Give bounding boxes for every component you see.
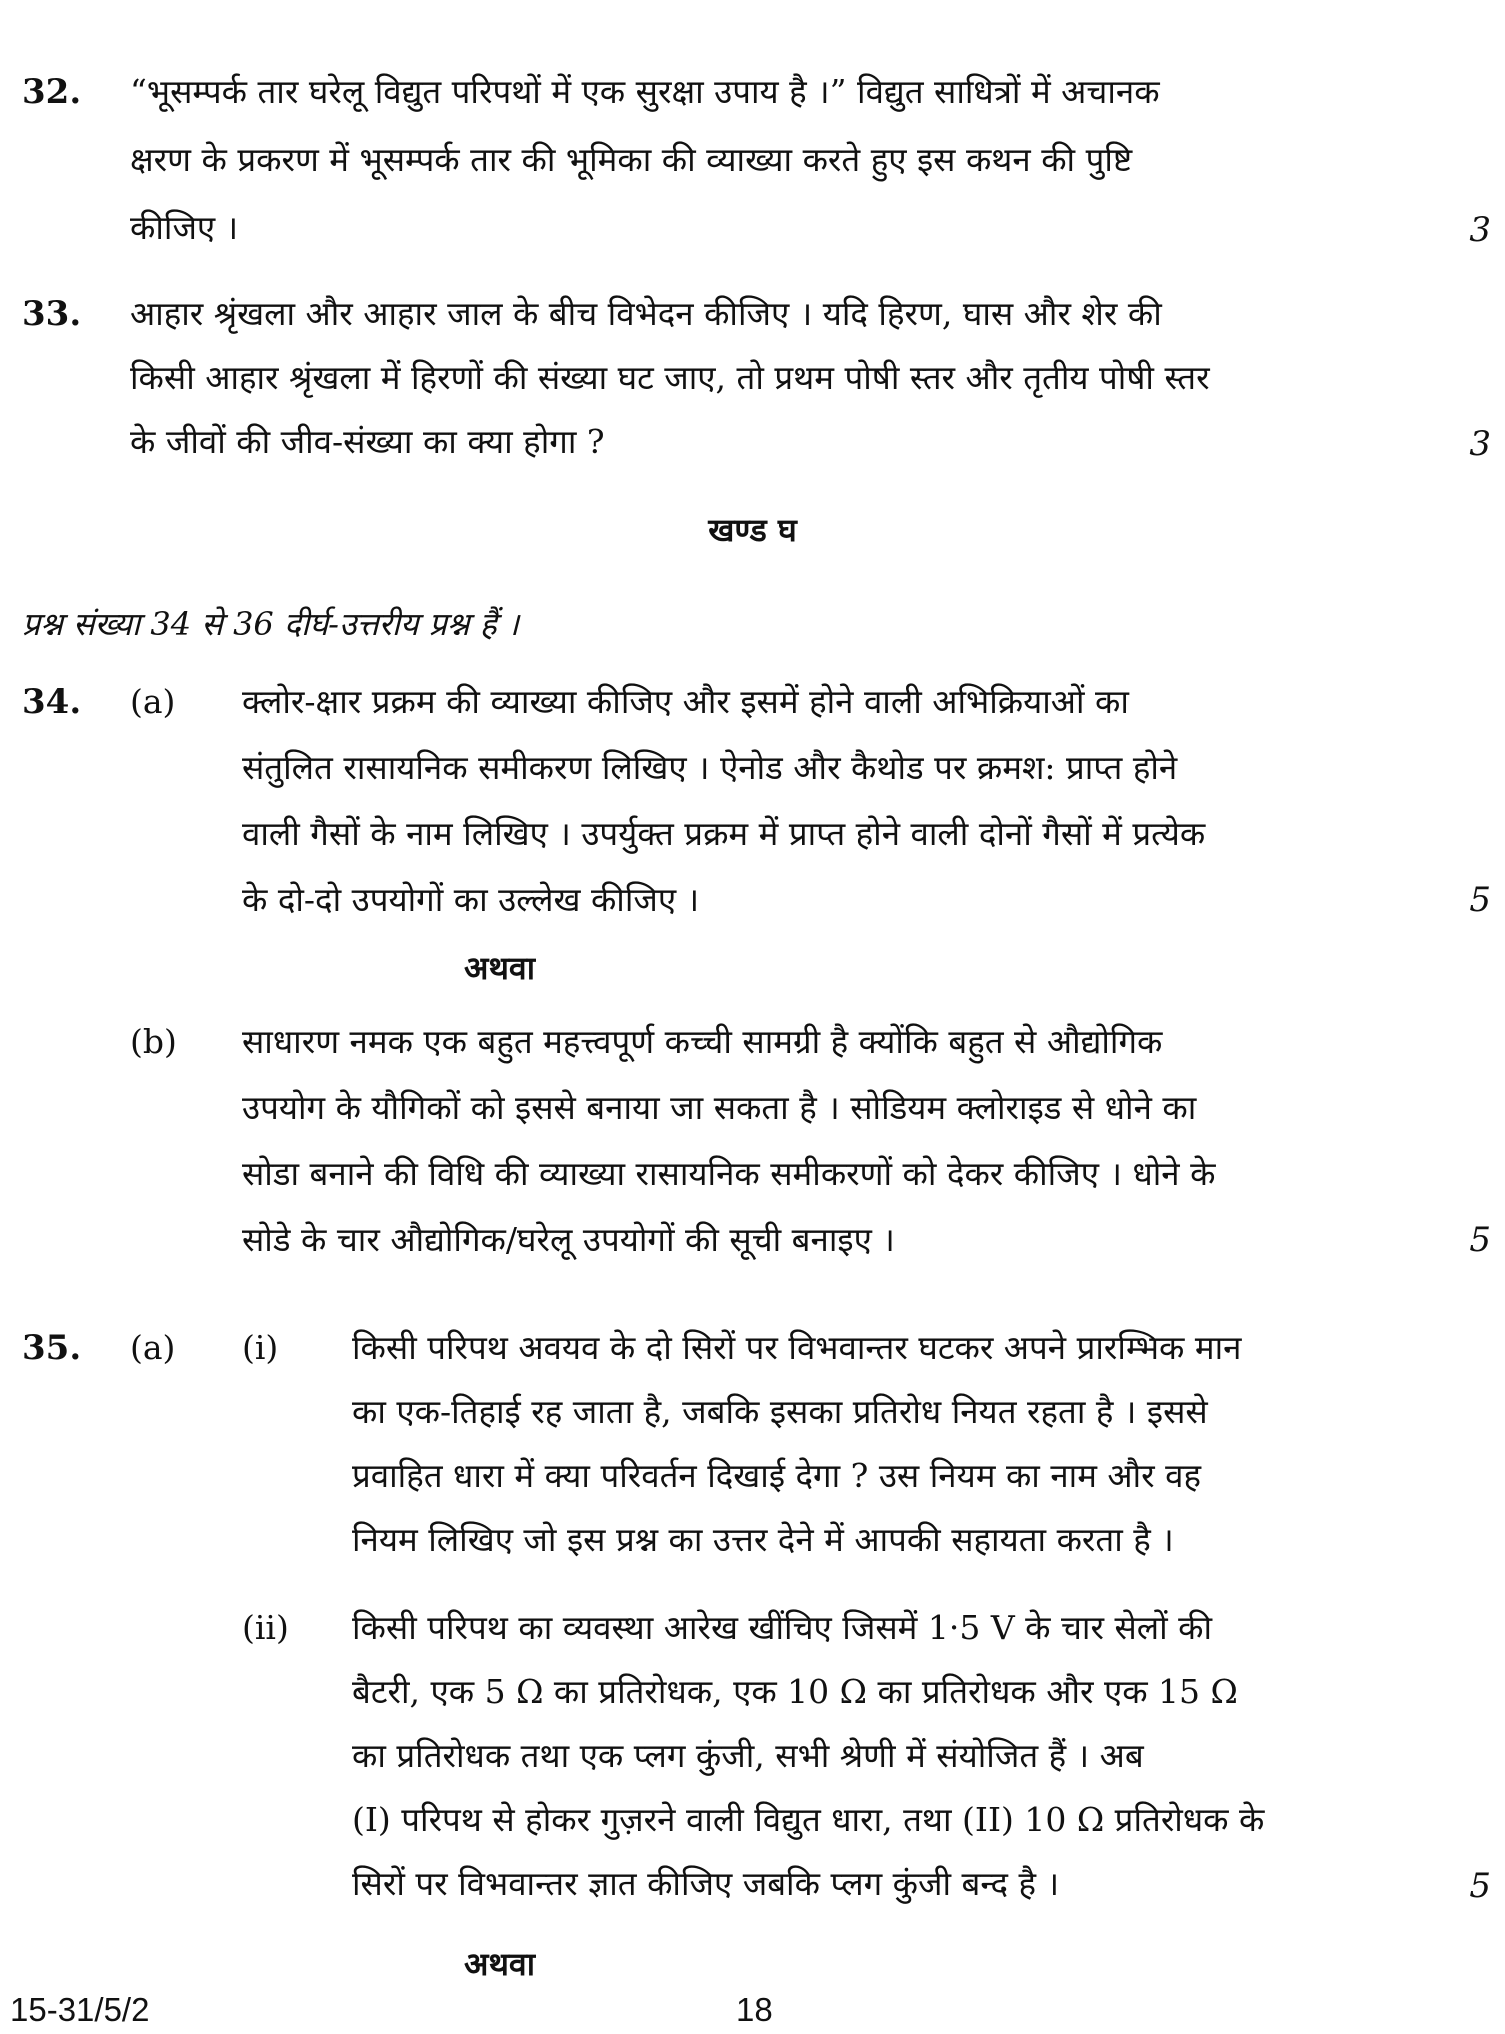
part-label: (b) bbox=[130, 1022, 177, 1061]
question-text-line: प्रवाहित धारा में क्या परिवर्तन दिखाई देगा ? उस नियम का नाम और वह bbox=[352, 1456, 1202, 1495]
question-text-line: “भूसम्पर्क तार घरेलू विद्युत परिपथों में एक सुरक्षा उपाय है ।” विद्युत साधित्रों में अचानक bbox=[130, 72, 1160, 111]
question-text-line: वाली गैसों के नाम लिखिए । उपर्युक्त प्रक्रम में प्राप्त होने वाली दोनों गैसों में प्रत्येक bbox=[242, 814, 1206, 853]
question-text-line: बैटरी, एक 5 Ω का प्रतिरोधक, एक 10 Ω का प्रतिरोधक और एक 15 Ω bbox=[352, 1672, 1238, 1711]
question-text-line: संतुलित रासायनिक समीकरण लिखिए । ऐनोड और कैथोड पर क्रमश: प्राप्त होने bbox=[242, 748, 1178, 787]
paper-code: 15-31/5/2 bbox=[10, 1991, 150, 2028]
question-text-line: किसी आहार श्रृंखला में हिरणों की संख्या घट जाए, तो प्रथम पोषी स्तर और तृतीय पोषी स्तर bbox=[130, 358, 1210, 397]
or-label: अथवा bbox=[464, 1945, 535, 1983]
question-text-line: क्लोर-क्षार प्रक्रम की व्याख्या कीजिए और इसमें होने वाली अभिक्रियाओं का bbox=[242, 682, 1129, 721]
question-text-line: क्षरण के प्रकरण में भूसम्पर्क तार की भूमिका की व्याख्या करते हुए इस कथन की पुष्टि bbox=[130, 140, 1133, 179]
section-heading: खण्ड घ bbox=[708, 511, 797, 549]
question-text-line: के दो-दो उपयोगों का उल्लेख कीजिए । bbox=[242, 880, 700, 919]
marks: 3 bbox=[1469, 424, 1491, 464]
question-text-line: सिरों पर विभवान्तर ज्ञात कीजिए जबकि प्लग कुंजी बन्द है । bbox=[352, 1864, 1060, 1903]
question-text-line: साधारण नमक एक बहुत महत्त्वपूर्ण कच्ची सामग्री है क्योंकि बहुत से औद्योगिक bbox=[242, 1022, 1163, 1061]
part-label: (a) bbox=[130, 682, 176, 721]
section-instruction: प्रश्न संख्या 34 से 36 दीर्घ-उत्तरीय प्रश्न हैं । bbox=[22, 605, 520, 643]
sub-part-label: (ii) bbox=[242, 1608, 289, 1647]
question-text-line: आहार श्रृंखला और आहार जाल के बीच विभेदन कीजिए । यदि हिरण, घास और शेर की bbox=[130, 294, 1162, 333]
sub-part-label: (i) bbox=[242, 1328, 279, 1367]
question-text-line: सोडा बनाने की विधि की व्याख्या रासायनिक समीकरणों को देकर कीजिए । धोने के bbox=[242, 1154, 1216, 1193]
marks: 5 bbox=[1469, 1220, 1491, 1260]
question-text-line: उपयोग के यौगिकों को इससे बनाया जा सकता है । सोडियम क्लोराइड से धोने का bbox=[242, 1088, 1197, 1127]
part-label: (a) bbox=[130, 1328, 176, 1367]
question-number: 34. bbox=[22, 682, 82, 722]
question-text-line: (I) परिपथ से होकर गुज़रने वाली विद्युत धारा, तथा (II) 10 Ω प्रतिरोधक के bbox=[352, 1800, 1265, 1839]
marks: 5 bbox=[1469, 880, 1491, 920]
question-number: 33. bbox=[22, 294, 82, 334]
question-text-line: के जीवों की जीव-संख्या का क्या होगा ? bbox=[130, 422, 605, 461]
question-text-line: किसी परिपथ अवयव के दो सिरों पर विभवान्तर घटकर अपने प्रारम्भिक मान bbox=[352, 1328, 1242, 1367]
question-number: 35. bbox=[22, 1328, 82, 1368]
page-number: 18 bbox=[736, 1991, 773, 2028]
question-text-line: नियम लिखिए जो इस प्रश्न का उत्तर देने में आपकी सहायता करता है । bbox=[352, 1520, 1174, 1559]
question-text-line: कीजिए । bbox=[130, 208, 239, 247]
question-text-line: किसी परिपथ का व्यवस्था आरेख खींचिए जिसमें 1·5 V के चार सेलों की bbox=[352, 1608, 1213, 1647]
or-label: अथवा bbox=[464, 949, 535, 987]
marks: 5 bbox=[1469, 1866, 1491, 1906]
question-text-line: का एक-तिहाई रह जाता है, जबकि इसका प्रतिरोध नियत रहता है । इससे bbox=[352, 1392, 1208, 1431]
question-text-line: सोडे के चार औद्योगिक/घरेलू उपयोगों की सूची बनाइए । bbox=[242, 1220, 895, 1259]
question-text-line: का प्रतिरोधक तथा एक प्लग कुंजी, सभी श्रेणी में संयोजित हैं । अब bbox=[352, 1736, 1144, 1775]
marks: 3 bbox=[1469, 210, 1491, 250]
question-number: 32. bbox=[22, 72, 82, 112]
